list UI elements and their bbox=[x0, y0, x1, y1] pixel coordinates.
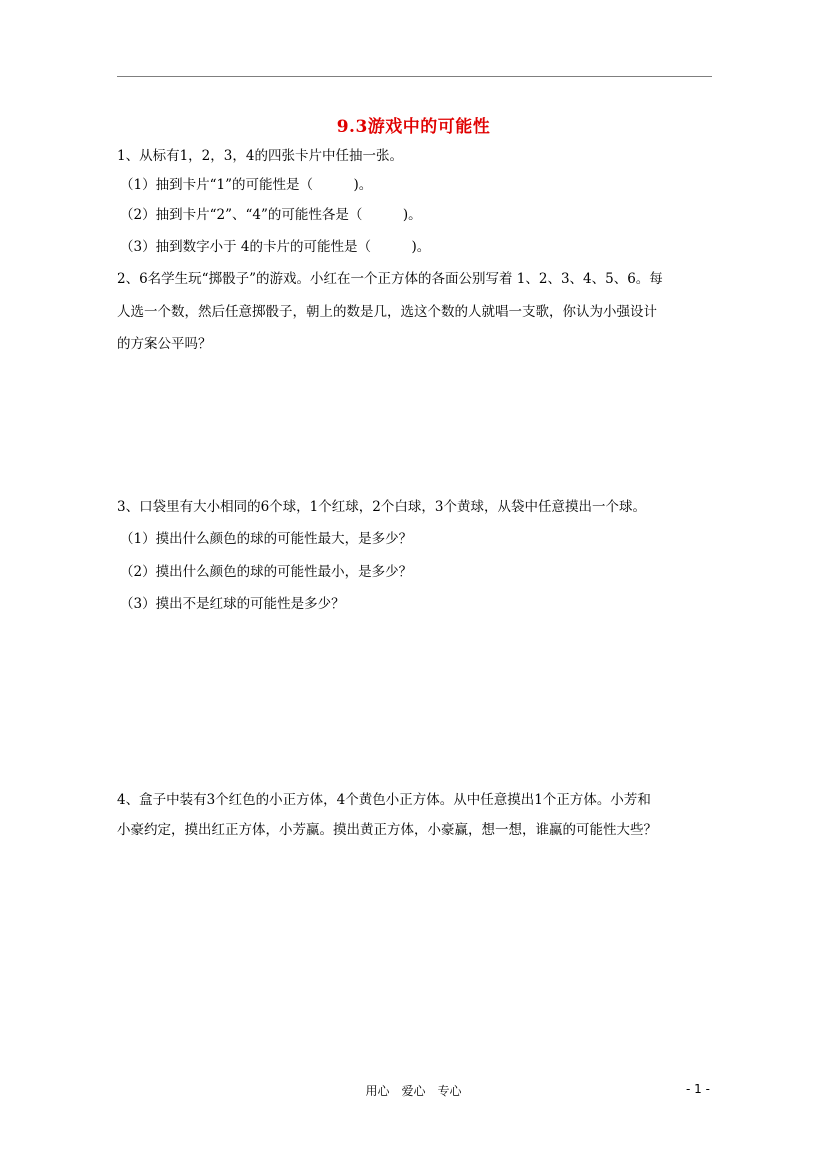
question-2-line-2: 人选一个数，然后任意掷骰子，朝上的数是几，选这个数的人就唱一支歌，你认为小强设计 bbox=[117, 304, 657, 320]
question-1-part-3: （3）抽到数字小于 4的卡片的可能性是（ )。 bbox=[120, 239, 431, 255]
page-number: - 1 - bbox=[686, 1082, 710, 1096]
question-3-part-3: （3）摸出不是红球的可能性是多少？ bbox=[120, 596, 345, 612]
question-3-part-1: （1）摸出什么颜色的球的可能性最大，是多少？ bbox=[120, 531, 413, 547]
question-1-stem: 1、从标有1，2，3，4的四张卡片中任抽一张。 bbox=[117, 148, 403, 164]
question-4-line-2: 小豪约定，摸出红正方体，小芳赢。摸出黄正方体，小豪赢，想一想，谁赢的可能性大些？ bbox=[117, 822, 657, 838]
header-rule bbox=[117, 76, 712, 77]
page-title: 9.3游戏中的可能性 bbox=[336, 117, 491, 137]
footer-text: 用心 爱心 专心 bbox=[365, 1084, 462, 1098]
question-3-stem: 3、口袋里有大小相同的6个球，1个红球，2个白球，3个黄球，从袋中任意摸出一个球。 bbox=[117, 499, 646, 515]
question-4-line-1: 4、盒子中装有3个红色的小正方体，4个黄色小正方体。从中任意摸出1个正方体。小芳和 bbox=[117, 792, 651, 808]
question-2-line-1: 2、6名学生玩“掷骰子”的游戏。小红在一个正方体的各面公别写着 1、2、3、4、5、6。每 bbox=[117, 271, 663, 287]
question-3-part-2: （2）摸出什么颜色的球的可能性最小，是多少？ bbox=[120, 564, 413, 580]
question-2-line-3: 的方案公平吗？ bbox=[117, 336, 212, 352]
question-1-part-2: （2）抽到卡片“2”、“4”的可能性各是（ )。 bbox=[120, 207, 422, 223]
question-1-part-1: （1）抽到卡片“1”的可能性是（ )。 bbox=[120, 177, 373, 193]
